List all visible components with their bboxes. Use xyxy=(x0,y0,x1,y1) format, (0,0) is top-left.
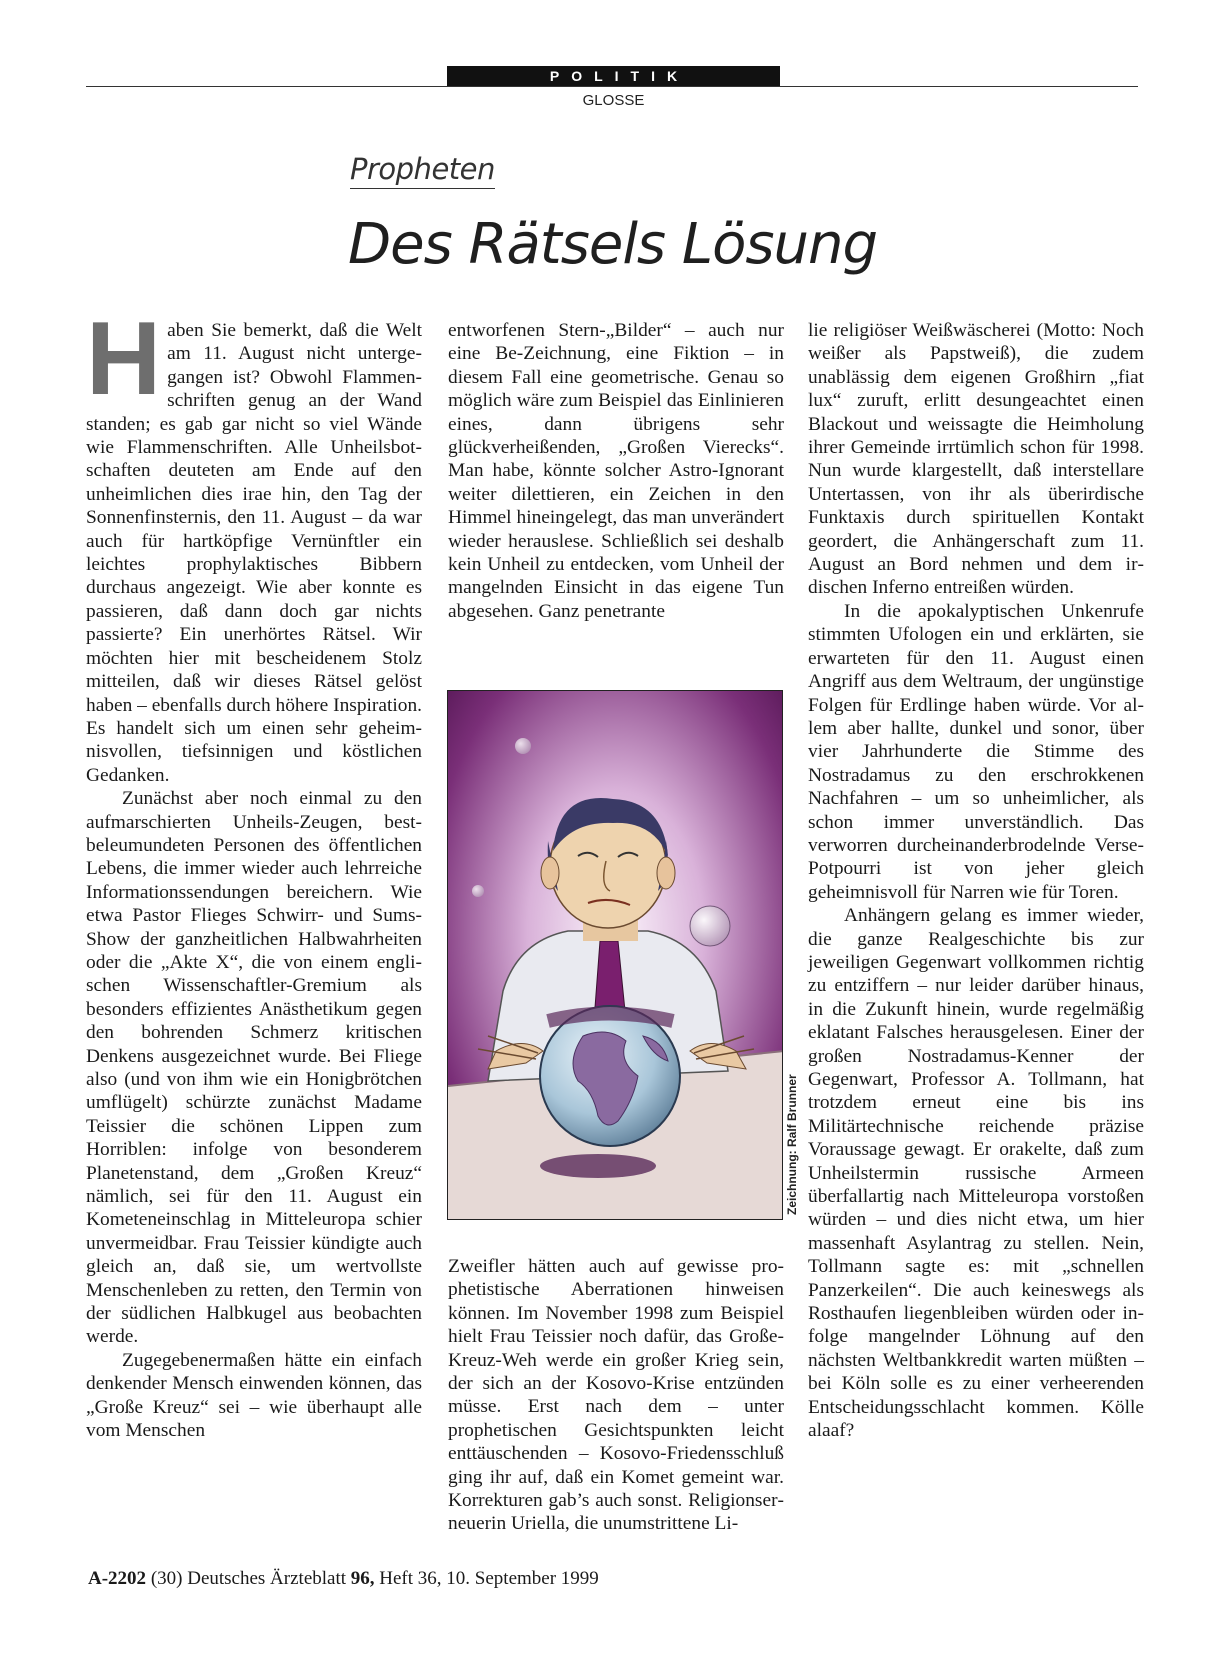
text-column-1 xyxy=(86,301,422,1443)
drop-cap: H xyxy=(86,301,162,417)
section-label: POLITIK xyxy=(447,66,780,86)
paragraph: Zugegebenermaßen hätte ein einfach denkender Mensch einwenden können, das „Große Kreuz“ sei – wie überhaupt alle vom Menschen xyxy=(86,1349,422,1442)
volume-number: 96, xyxy=(350,1568,375,1589)
paragraph: entworfenen Stern-„Bilder“ – auch nur eine Be-Zeichnung, eine Fiktion – in diesem Fall eine geometrische. Genau so möglich wäre zum Beispiel das Einlinieren eines, dann übrigens sehr glückverheißenden, „Großen Vierecks“. Man habe, könnte solcher Astro-Ignorant weiter dilettieren, ein Zeichen in den Himmel hineingelegt, das man unverändert wieder herauslese. Schließlich sei deshalb kein Unheil zu entdecken, vom Unheil der mangelnden Einsicht in das eigene Tun abgesehen. Ganz penetrante xyxy=(448,320,784,622)
paragraph: lie religiöser Weißwäscherei (Motto: Noch weißer als Papstweiß), die zudem unablässig dem eigenen Großhirn „fiat lux“ zuruft, erlitt desungeachtet einen Blackout und weissagte die Heimholung ihrer Gemeinde irrtümlich schon für 1998. Nun wurde klargestellt, daß interstellare Untertassen, von ihr als überirdische Funktaxis durch spirituellen Kontakt geordert, die Anhängerschaft zum 11. August an Bord nehmen und dem irdischen Inferno entreißen würden. xyxy=(808,320,1144,599)
text-column-2-bottom xyxy=(448,1255,784,1536)
page-footer xyxy=(88,1568,599,1590)
paragraph: Zunächst aber noch einmal zu den aufmarschierten Unheils-Zeugen, best-beleumundeten Personen des öffentlichen Lebens, die immer wieder auch lehrreiche Informationssendungen bereichern. Wie etwa Pastor Flieges Schwirr- und Sums-Show der ganzheitlichen Halbwahrheiten oder die „Akte X“, die von einem englischen Wissenschaftler-Gremium als besonders effizientes Anästhetikum gegen den bohrenden Schmerz kritischen Denkens ausgezeichnet wurde. Bei Fliege also (und von ihm wie ein Honigbrötchen umflügelt) schürzte zunächst Madame Teissier die schönen Lippen zum Horriblen: infolge von besonderem Planetenstand, dem „Großen Kreuz“ nämlich, sei für den 11. August ein Kometeneinschlag in Mitteleuropa schier unvermeidbar. Frau Teissier kündigte auch gleich an, daß sie, um wertvollste Menschenleben zu retten, den Termin von der südlichen Halbkugel aus beobachten werde. xyxy=(86,788,422,1348)
illustration-fortune-teller xyxy=(447,690,783,1220)
header-rule xyxy=(86,86,1138,87)
paragraph: Zweifler hätten auch auf gewisse prophetistische Aberrationen hinweisen können. Im November 1998 zum Beispiel hielt Frau Teissier noch dafür, das Große-Kreuz-Weh werde ein großer Krieg sein, der sich an der Kosovo-Krise entzünden müsse. Erst nach dem – unter prophetischen Gesichtspunkten leicht enttäuschenden – Kosovo-Friedensschluß ging ihr auf, daß ein Komet gemeint war. Korrekturen gab’s auch sonst. Religionserneuerin Uriella, die unumstrittene Li- xyxy=(448,1256,784,1535)
illustration-drawing xyxy=(448,691,783,1220)
issue-date: Heft 36, 10. September 1999 xyxy=(379,1568,599,1589)
article-kicker: Propheten xyxy=(350,152,495,189)
journal-name: (30) Deutsches Ärzteblatt xyxy=(150,1568,347,1589)
paragraph-text: aben Sie bemerkt, daß die Welt am 11. August nicht untergegangen ist? Obwohl Flammenschriften genug an der Wand standen; es gab gar nicht so viel Wände wie Flammenschriften. Alle Unheilsbotschaften deuteten am Ende auf den unheimlichen dies irae hin, den Tag der Sonnenfinsternis, den 11. August – da war auch für hartköpfige Vernünftler ein leichtes prophylaktisches Bibbern durchaus angezeigt. Wie aber konnte es passieren, daß dann doch gar nichts passierte? Ein unerhörtes Rätsel. Wir möchten hier mit bescheidenem Stolz mitteilen, daß wir dieses Rätsel gelöst haben – ebenfalls durch höhere Inspiration. Es handelt sich um einen sehr geheimnisvollen, tiefsinnigen und köstlichen Gedanken. xyxy=(86,320,422,786)
subsection-label: GLOSSE xyxy=(582,92,645,109)
text-column-2-top xyxy=(448,319,784,623)
article-title: Des Rätsels Lösung xyxy=(348,212,878,277)
paragraph: In die apokalyptischen Unkenrufe stimmten Ufologen ein und erklärten, sie erwarteten für den 11. August einen Angriff aus dem Weltraum, der ungünstige Folgen für Erdlinge haben würde. Vor allem aber hallte, dunkel und sonor, über vier Jahrhunderte die Stimme des Nostradamus zu den erschrokkenen Nachfahren – um so unheimlicher, als schon immer unverständlich. Das verworren durcheinanderbrodelnde Verse-Potpourri ist von jeher gleich geheimnisvoll für Narren wie für Toren. xyxy=(808,600,1144,903)
paragraph xyxy=(86,301,422,787)
text-column-3 xyxy=(808,319,1144,1443)
paragraph: Anhängern gelang es immer wieder, die ganze Realgeschichte bis zur jeweiligen Gegenwart vollkommen richtig zu entziffern – nur leider darüber hinaus, in die Zukunft hinein, wurde regelmäßig eklatant Falsches herausgelesen. Einer der großen Nostradamus-Kenner der Gegenwart, Professor A. Tollmann, hat trotzdem erneut eine bis ins Militärtechnische reichende präzise Voraussage gewagt. Er orakelte, daß zum Unheilstermin russische Armeen überfallartig nach Mitteleuropa vorstoßen würden – und dies nicht etwa, um hier massenhaft Asylantrag zu stellen. Nein, Tollmann sagte es: mit „schnellen Panzerkeilen“. Die auch keineswegs als Rosthaufen liegenbleiben würden oder infolge mangelnder Löhnung auf den nächsten Weltbankkredit warten müßten – bei Köln solle es zu einer verheerenden Entscheidungsschlacht kommen. Kölle alaaf? xyxy=(808,905,1144,1442)
illustration-credit: Zeichnung: Ralf Brunner xyxy=(785,1074,799,1215)
page-number: A-2202 xyxy=(88,1568,147,1589)
